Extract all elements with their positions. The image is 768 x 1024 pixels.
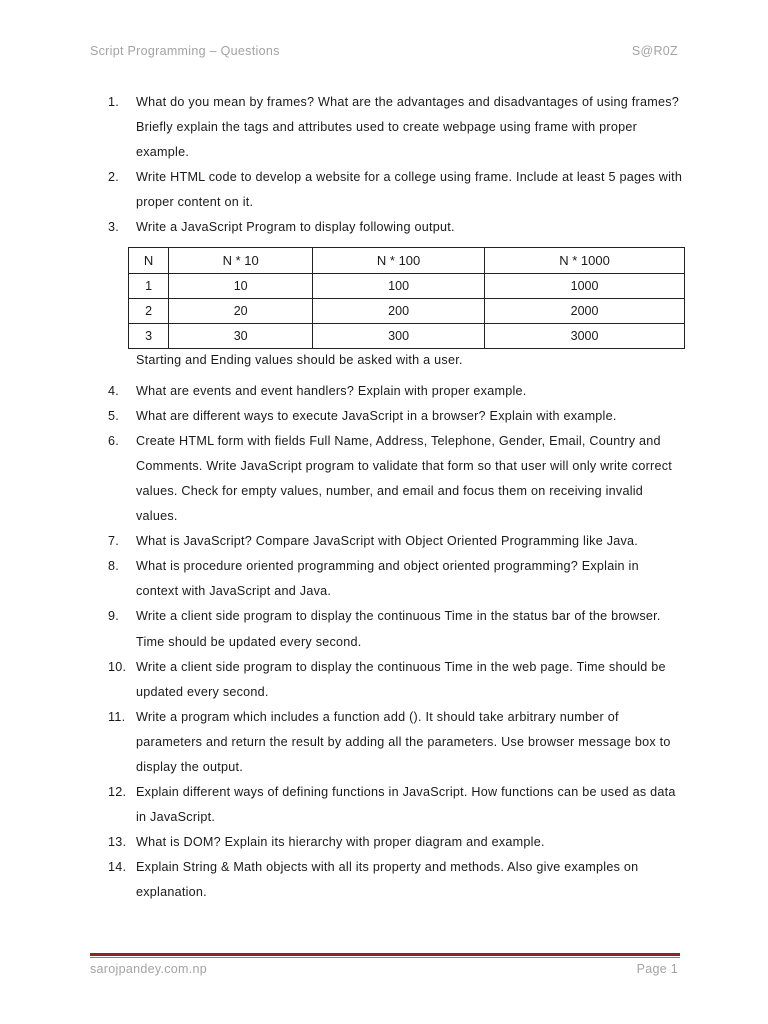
question-item	[108, 379, 683, 404]
table-cell: 20	[169, 298, 313, 323]
question-text: Explain different ways of defining functions in JavaScript. How functions can be used as data in JavaScript.	[136, 785, 676, 825]
table-header-cell: N * 1000	[485, 247, 685, 273]
question-number: 1.	[108, 95, 120, 109]
table-header-row	[129, 247, 685, 273]
question-number: 4.	[108, 383, 120, 398]
question-text: Write HTML code to develop a website for a college using frame. Include at least 5 pages with proper content on it.	[136, 170, 683, 210]
question-number: 3.	[108, 220, 120, 235]
table-header-cell: N * 100	[313, 247, 485, 273]
question-text: What is procedure oriented programming and object oriented programming? Explain in context with JavaScript and Java.	[136, 559, 639, 599]
table-row	[129, 323, 685, 348]
question-item	[108, 830, 683, 855]
question-number: 11.	[108, 709, 126, 724]
footer-divider-thin	[90, 957, 680, 958]
question-item	[108, 855, 683, 905]
question-text: What are different ways to execute JavaScript in a browser? Explain with example.	[136, 408, 617, 423]
table-header-cell: N * 10	[169, 247, 313, 273]
question-text: What is DOM? Explain its hierarchy with proper diagram and example.	[136, 835, 545, 850]
question-text: Explain String & Math objects with all its property and methods. Also give examples on explanation.	[136, 860, 639, 900]
table-cell: 1	[129, 273, 169, 298]
question-number: 8.	[108, 559, 120, 574]
question-number: 6.	[108, 433, 120, 448]
question-number: 7.	[108, 534, 120, 549]
question-item	[108, 780, 683, 830]
table-note: Starting and Ending values should be asked with a user.	[136, 352, 463, 367]
header-title: Script Programming – Questions	[90, 44, 280, 58]
output-table	[128, 247, 685, 349]
question-text: Write a program which includes a function add (). It should take arbitrary number of parameters and return the result by adding all the parameters. Use browser message box to display the output.	[136, 709, 671, 774]
question-item	[108, 705, 683, 780]
question-item	[108, 215, 683, 240]
footer-website: sarojpandey.com.np	[90, 962, 208, 976]
question-text: What do you mean by frames? What are the advantages and disadvantages of using frames? Briefly explain the tags and attributes used to create webpage using frame with proper example.	[136, 95, 680, 160]
question-text: What is JavaScript? Compare JavaScript with Object Oriented Programming like Java.	[136, 534, 639, 549]
table-cell: 2	[129, 298, 169, 323]
question-list	[108, 90, 683, 906]
table-row	[129, 273, 685, 298]
page-number: Page 1	[636, 962, 678, 976]
question-text: Write a JavaScript Program to display following output.	[136, 220, 455, 235]
table-cell: 1000	[485, 273, 685, 298]
header-author: S@R0Z	[631, 44, 678, 58]
table-row	[129, 298, 685, 323]
question-number: 10.	[108, 659, 127, 674]
table-header-cell: N	[129, 247, 169, 273]
question-number: 12.	[108, 785, 127, 800]
question-item	[108, 429, 683, 529]
question-item	[108, 404, 683, 429]
question-number: 13.	[108, 835, 127, 850]
table-cell: 300	[313, 323, 485, 348]
question-number: 5.	[108, 408, 120, 423]
question-item	[108, 554, 683, 604]
table-cell: 3000	[485, 323, 685, 348]
question-number: 2.	[108, 170, 120, 185]
question-item	[108, 655, 683, 705]
question-text: Create HTML form with fields Full Name, Address, Telephone, Gender, Email, Country and Comments. Write JavaScript program to validate that form so that user will only write correct values. Check for empty values, number, and email and focus them on receiving invalid values.	[136, 433, 673, 524]
table-cell: 100	[313, 273, 485, 298]
question-number: 14.	[108, 860, 127, 875]
table-cell: 200	[313, 298, 485, 323]
question-item	[108, 165, 683, 215]
question-text: What are events and event handlers? Explain with proper example.	[136, 383, 527, 398]
table-cell: 3	[129, 323, 169, 348]
footer-divider	[90, 953, 680, 956]
table-cell: 10	[169, 273, 313, 298]
question-text: Write a client side program to display the continuous Time in the status bar of the browser. Time should be updated every second.	[136, 609, 661, 649]
table-cell: 30	[169, 323, 313, 348]
question-item	[108, 90, 683, 165]
question-item	[108, 529, 683, 554]
question-text: Write a client side program to display the continuous Time in the web page. Time should be updated every second.	[136, 659, 666, 699]
table-cell: 2000	[485, 298, 685, 323]
question-number: 9.	[108, 609, 120, 624]
question-item	[108, 604, 683, 654]
